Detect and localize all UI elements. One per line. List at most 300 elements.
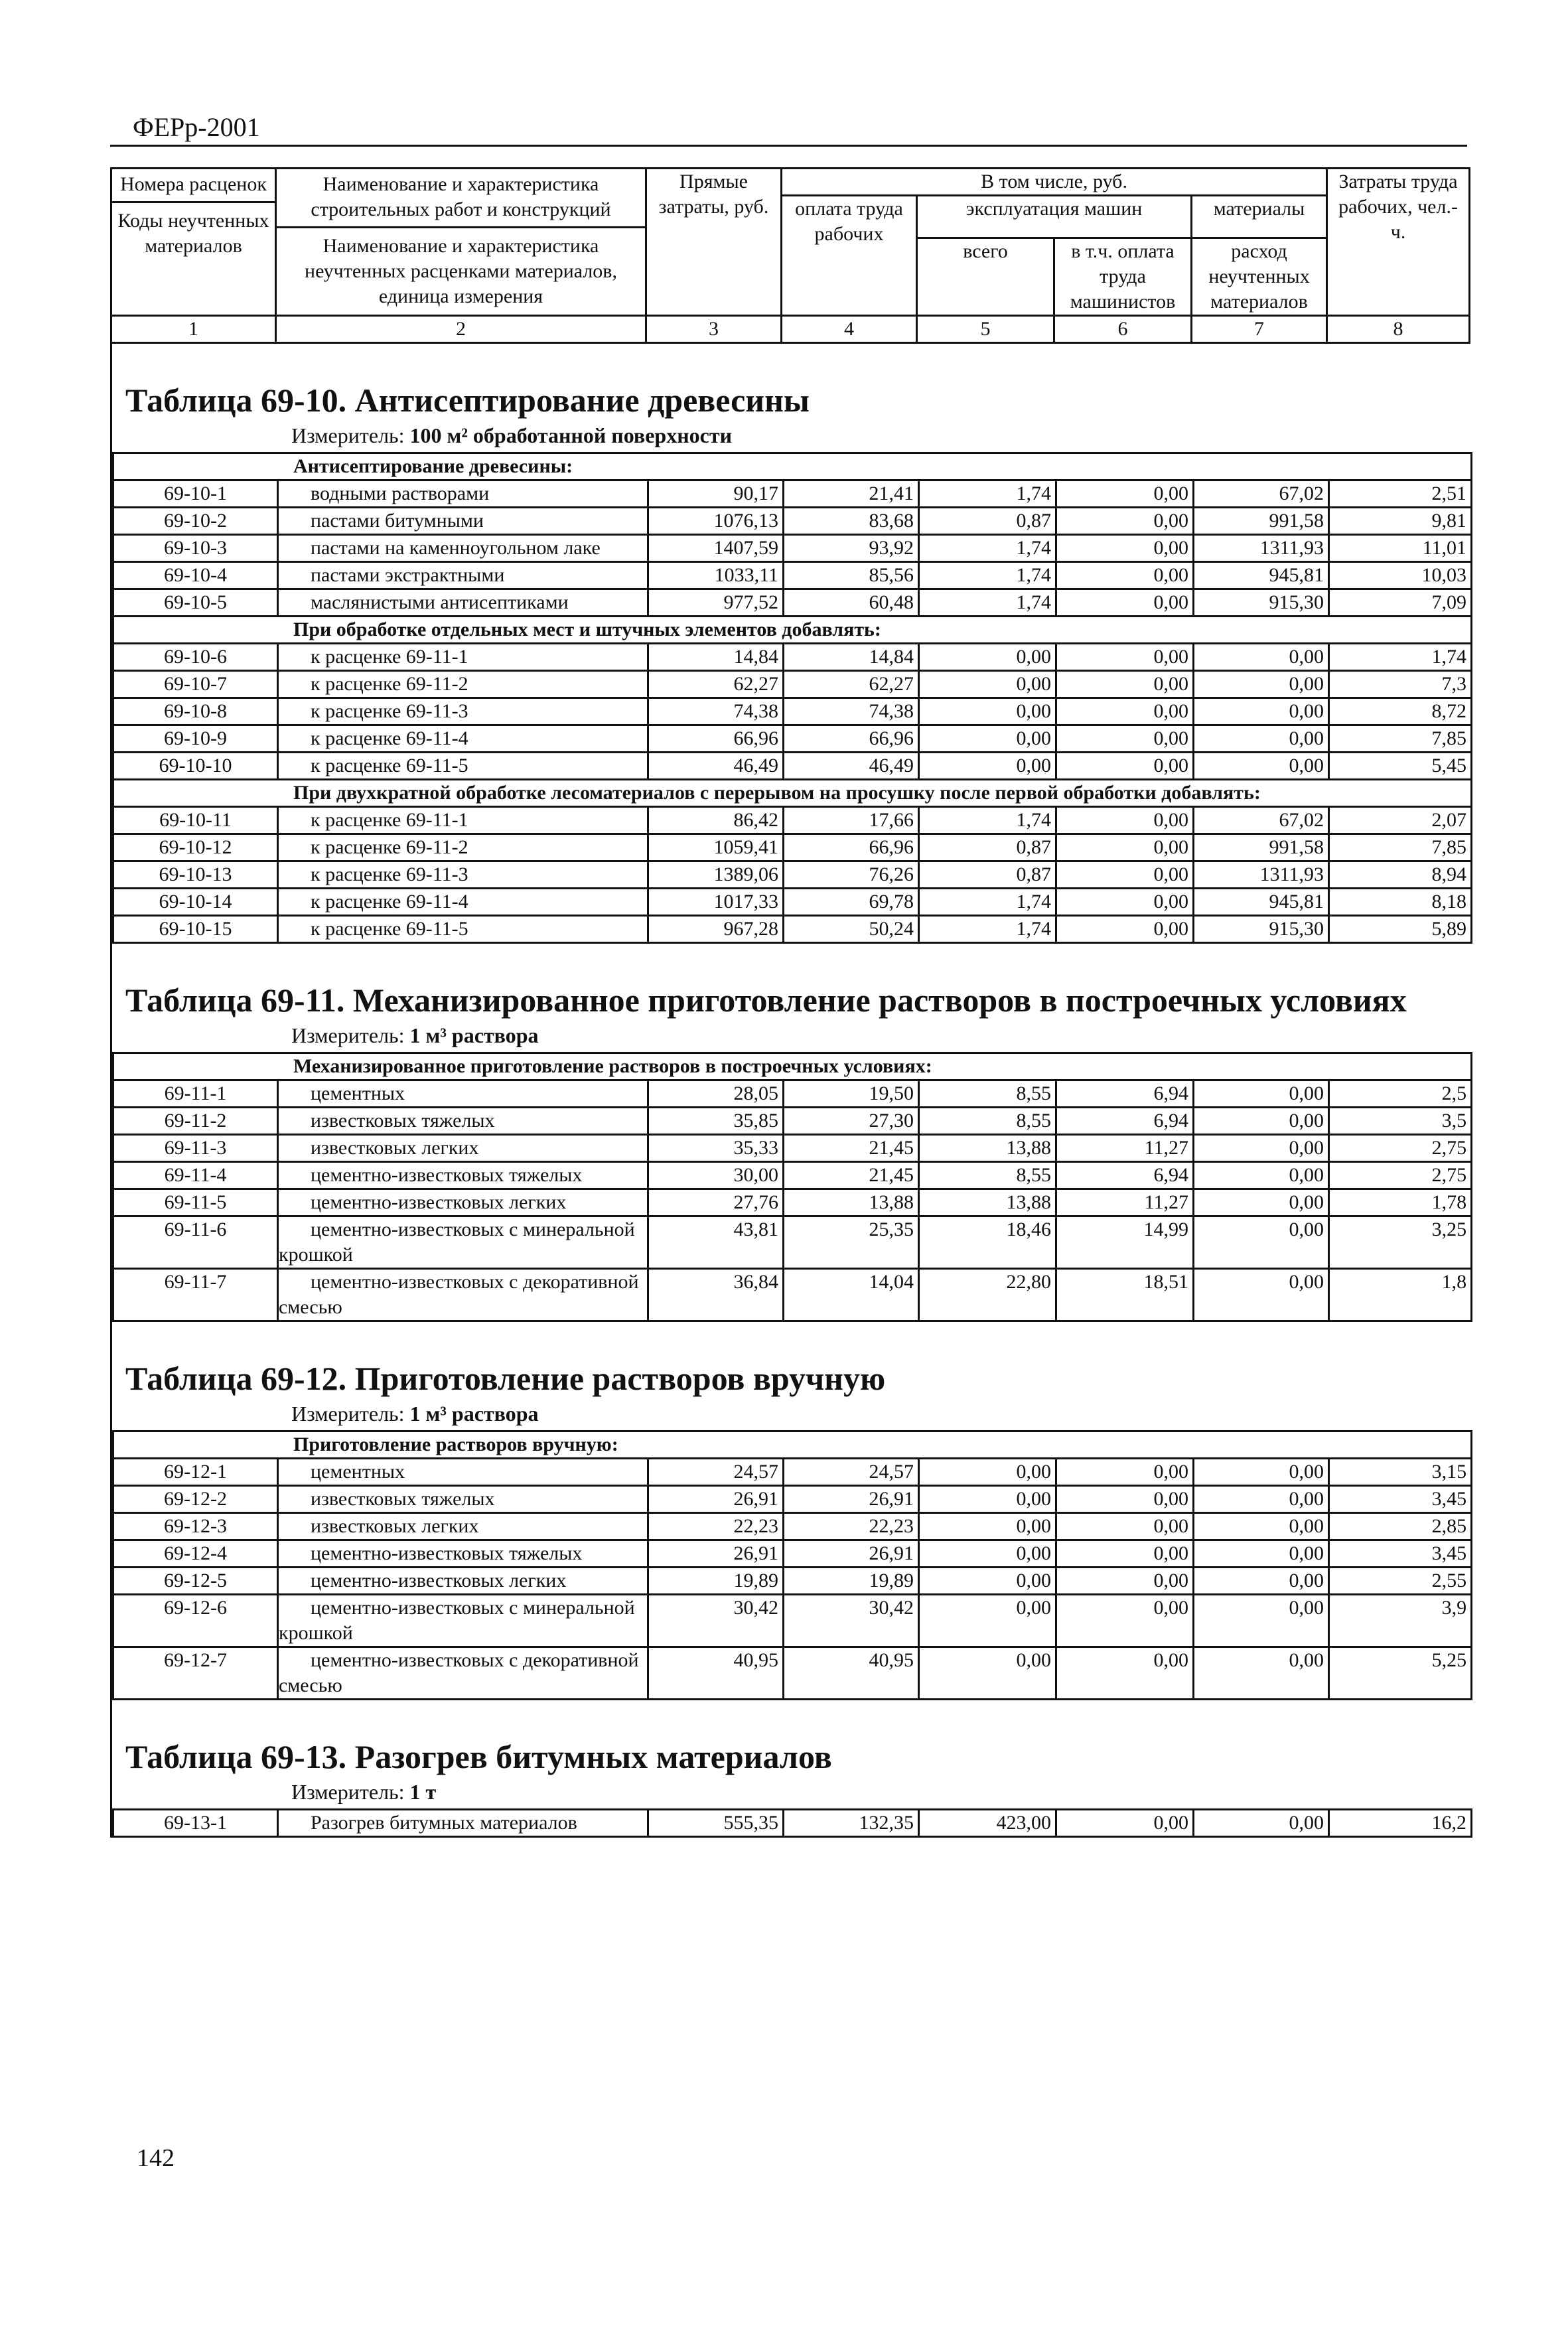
rate-name: известковых легких (278, 1135, 648, 1162)
table-row (113, 562, 1472, 589)
rate-code: 69-10-14 (113, 889, 278, 916)
rate-value: 13,88 (784, 1189, 919, 1216)
table-row (113, 589, 1472, 617)
rate-name: цементно-известковых легких (278, 1189, 648, 1216)
rate-value: 991,58 (1194, 508, 1329, 535)
rate-code: 69-10-11 (113, 807, 278, 834)
rate-name: известковых тяжелых (278, 1486, 648, 1513)
rate-value: 1,74 (919, 562, 1056, 589)
col-worker-pay: оплата труда рабочих (782, 196, 917, 316)
rate-value: 30,42 (648, 1595, 784, 1647)
tables-host (110, 344, 1468, 1838)
rate-code: 69-11-7 (113, 1269, 278, 1321)
rate-name: к расценке 69-11-4 (278, 725, 648, 753)
rate-name: к расценке 69-11-3 (278, 698, 648, 725)
rate-value: 0,00 (1056, 807, 1194, 834)
rate-code: 69-10-4 (113, 562, 278, 589)
rate-value: 17,66 (784, 807, 919, 834)
rate-value: 8,55 (919, 1162, 1056, 1189)
rate-value: 945,81 (1194, 562, 1329, 589)
rate-value: 2,07 (1329, 807, 1472, 834)
rate-name: Разогрев битумных материалов (278, 1810, 648, 1837)
table-row (113, 1135, 1472, 1162)
rate-code: 69-12-3 (113, 1513, 278, 1540)
rate-value: 66,96 (784, 725, 919, 753)
meter-label: Измеритель: (291, 1780, 410, 1804)
rate-value: 0,00 (1056, 861, 1194, 889)
section-heading: При обработке отдельных мест и штучных элементов добавлять: (113, 617, 1472, 644)
rate-name: к расценке 69-11-1 (278, 807, 648, 834)
rate-value: 13,88 (919, 1189, 1056, 1216)
meter-value: 1 м³ раствора (409, 1402, 539, 1426)
rate-grid (112, 1052, 1472, 1322)
rate-code: 69-11-3 (113, 1135, 278, 1162)
rate-value: 9,81 (1329, 508, 1472, 535)
rate-code: 69-10-7 (113, 671, 278, 698)
rate-value: 0,00 (919, 644, 1056, 671)
table-row (113, 508, 1472, 535)
rate-value: 1389,06 (648, 861, 784, 889)
rate-value: 8,94 (1329, 861, 1472, 889)
rate-name: известковых тяжелых (278, 1108, 648, 1135)
rate-value: 0,00 (1056, 480, 1194, 508)
table-row (113, 1162, 1472, 1189)
rate-name: известковых легких (278, 1513, 648, 1540)
rate-value: 3,25 (1329, 1216, 1472, 1269)
column-header-table (110, 167, 1470, 344)
rate-value: 0,00 (1056, 644, 1194, 671)
rate-value: 74,38 (648, 698, 784, 725)
rate-value: 26,91 (784, 1486, 919, 1513)
rate-value: 0,00 (1056, 1647, 1194, 1700)
rate-value: 24,57 (648, 1459, 784, 1486)
rate-value: 21,45 (784, 1162, 919, 1189)
table-meter (112, 1779, 1468, 1808)
section-heading: Антисептирование древесины: (113, 453, 1472, 480)
rate-value: 0,00 (1194, 1595, 1329, 1647)
rate-grid (112, 1808, 1472, 1838)
rate-name: цементных (278, 1459, 648, 1486)
meter-label: Измеритель: (291, 423, 410, 447)
rate-name: к расценке 69-11-4 (278, 889, 648, 916)
rate-code: 69-10-2 (113, 508, 278, 535)
rate-code: 69-10-5 (113, 589, 278, 617)
rate-code: 69-12-5 (113, 1568, 278, 1595)
table-title: Таблица 69-11. Механизированное приготовление растворов в построечных условиях (125, 982, 1407, 1019)
rate-value: 18,46 (919, 1216, 1056, 1269)
rate-value: 0,00 (919, 671, 1056, 698)
rate-value: 11,27 (1056, 1135, 1194, 1162)
rate-code: 69-10-1 (113, 480, 278, 508)
rate-value: 43,81 (648, 1216, 784, 1269)
rate-value: 0,00 (1056, 834, 1194, 861)
rate-value: 26,91 (648, 1540, 784, 1568)
rate-table (110, 1322, 1468, 1700)
column-number-cell: 4 (782, 316, 917, 343)
rate-value: 423,00 (919, 1810, 1056, 1837)
rate-name: цементно-известковых с минеральной крошкой (278, 1595, 648, 1647)
rate-value: 0,00 (1194, 1513, 1329, 1540)
rate-value: 7,3 (1329, 671, 1472, 698)
col-machines: эксплуатация машин (917, 196, 1192, 238)
meter-value: 1 м³ раствора (409, 1023, 539, 1047)
table-row (113, 1486, 1472, 1513)
col-material-name: Наименование и характеристика неучтенных расценками материалов, единица измерения (305, 235, 617, 307)
rate-value: 19,89 (648, 1568, 784, 1595)
rate-value: 0,00 (1056, 889, 1194, 916)
meter-label: Измеритель: (291, 1402, 410, 1426)
table-row (113, 861, 1472, 889)
rate-value: 915,30 (1194, 589, 1329, 617)
rate-code: 69-10-3 (113, 535, 278, 562)
rate-value: 1311,93 (1194, 535, 1329, 562)
rate-value: 93,92 (784, 535, 919, 562)
rate-value: 35,85 (648, 1108, 784, 1135)
rate-value: 1,74 (1329, 644, 1472, 671)
rate-value: 0,00 (1194, 698, 1329, 725)
rate-code: 69-10-10 (113, 753, 278, 780)
rate-value: 2,75 (1329, 1135, 1472, 1162)
rate-value: 0,00 (919, 753, 1056, 780)
rate-value: 76,26 (784, 861, 919, 889)
rate-value: 1076,13 (648, 508, 784, 535)
rate-value: 991,58 (1194, 834, 1329, 861)
rate-value: 8,72 (1329, 698, 1472, 725)
rate-code: 69-10-6 (113, 644, 278, 671)
rate-name: цементно-известковых с минеральной крошкой (278, 1216, 648, 1269)
rate-code: 69-12-7 (113, 1647, 278, 1700)
rate-value: 62,27 (784, 671, 919, 698)
rate-value: 0,00 (1194, 1135, 1329, 1162)
rate-value: 11,27 (1056, 1189, 1194, 1216)
col-materials-usage: расход неучтенных материалов (1192, 238, 1327, 316)
rate-value: 0,00 (919, 1513, 1056, 1540)
table-meter (112, 1022, 1468, 1052)
column-number-cell: 5 (917, 316, 1054, 343)
rate-value: 3,15 (1329, 1459, 1472, 1486)
rate-value: 0,00 (1056, 1540, 1194, 1568)
rate-value: 0,00 (1056, 698, 1194, 725)
table-row (113, 644, 1472, 671)
rate-code: 69-10-12 (113, 834, 278, 861)
rate-value: 22,80 (919, 1269, 1056, 1321)
rate-name: пастами битумными (278, 508, 648, 535)
rate-value: 46,49 (784, 753, 919, 780)
rate-value: 26,91 (648, 1486, 784, 1513)
rate-value: 2,55 (1329, 1568, 1472, 1595)
rate-value: 40,95 (648, 1647, 784, 1700)
rate-value: 0,00 (919, 1459, 1056, 1486)
column-number-cell: 6 (1054, 316, 1192, 343)
column-number-cell: 1 (111, 316, 276, 343)
col-operator-pay: в т.ч. оплата труда машинистов (1054, 238, 1192, 316)
rate-value: 6,94 (1056, 1162, 1194, 1189)
table-title: Таблица 69-12. Приготовление растворов вручную (125, 1360, 886, 1397)
rate-value: 1033,11 (648, 562, 784, 589)
rate-grid (112, 452, 1472, 944)
rate-name: цементно-известковых тяжелых (278, 1162, 648, 1189)
column-number-cell: 8 (1327, 316, 1470, 343)
table-row (113, 916, 1472, 943)
table-row (113, 1647, 1472, 1700)
rate-code: 69-12-2 (113, 1486, 278, 1513)
rate-value: 85,56 (784, 562, 919, 589)
rate-value: 22,23 (648, 1513, 784, 1540)
rate-value: 1,74 (919, 916, 1056, 943)
table-row (113, 1568, 1472, 1595)
rate-code: 69-11-2 (113, 1108, 278, 1135)
rate-name: к расценке 69-11-2 (278, 834, 648, 861)
rate-value: 0,00 (919, 725, 1056, 753)
table-gap (112, 1322, 1468, 1349)
rate-value: 1,74 (919, 480, 1056, 508)
rate-value: 1,74 (919, 807, 1056, 834)
table-row (113, 1513, 1472, 1540)
rate-value: 13,88 (919, 1135, 1056, 1162)
column-number-cell: 7 (1192, 316, 1327, 343)
col-material-codes: Коды неучтенных материалов (117, 210, 269, 257)
rate-value: 50,24 (784, 916, 919, 943)
rate-value: 0,00 (919, 1486, 1056, 1513)
rate-value: 0,00 (1056, 1513, 1194, 1540)
rate-value: 0,00 (1056, 1595, 1194, 1647)
rate-name: цементных (278, 1080, 648, 1108)
rate-name: пастами на каменноугольном лаке (278, 535, 648, 562)
rate-value: 0,00 (1056, 671, 1194, 698)
rate-value: 1,74 (919, 589, 1056, 617)
table-row (113, 698, 1472, 725)
document-code: ФЕРр-2001 (133, 112, 260, 142)
rate-value: 5,89 (1329, 916, 1472, 943)
table-row (113, 535, 1472, 562)
rate-value: 19,89 (784, 1568, 919, 1595)
rate-value: 0,00 (1056, 1810, 1194, 1837)
table-row (113, 725, 1472, 753)
rate-value: 7,85 (1329, 834, 1472, 861)
table-gap (112, 944, 1468, 970)
rate-value: 915,30 (1194, 916, 1329, 943)
rate-value: 27,30 (784, 1108, 919, 1135)
rate-value: 0,00 (1056, 1459, 1194, 1486)
rate-value: 1,74 (919, 889, 1056, 916)
rate-code: 69-13-1 (113, 1810, 278, 1837)
rate-value: 26,91 (784, 1540, 919, 1568)
rate-value: 0,87 (919, 861, 1056, 889)
rates-document (110, 167, 1468, 2348)
col-machines-total: всего (917, 238, 1054, 316)
rate-value: 1,74 (919, 535, 1056, 562)
meter-value: 100 м² обработанной поверхности (409, 423, 732, 447)
rate-value: 6,94 (1056, 1080, 1194, 1108)
rate-value: 2,51 (1329, 480, 1472, 508)
rate-value: 25,35 (784, 1216, 919, 1269)
rate-value: 0,00 (1194, 1486, 1329, 1513)
rate-value: 0,00 (919, 1540, 1056, 1568)
rate-value: 0,87 (919, 834, 1056, 861)
col-including: В том числе, руб. (782, 169, 1327, 196)
rate-name: к расценке 69-11-5 (278, 916, 648, 943)
rate-value: 2,85 (1329, 1513, 1472, 1540)
rate-value: 66,96 (648, 725, 784, 753)
rate-table (110, 1700, 1468, 1838)
rate-value: 0,87 (919, 508, 1056, 535)
rate-value: 0,00 (1056, 508, 1194, 535)
rate-value: 3,45 (1329, 1486, 1472, 1513)
rate-value: 67,02 (1194, 480, 1329, 508)
rate-value: 90,17 (648, 480, 784, 508)
rate-value: 1017,33 (648, 889, 784, 916)
rate-value: 21,41 (784, 480, 919, 508)
rate-value: 0,00 (1194, 1269, 1329, 1321)
table-title: Таблица 69-13. Разогрев битумных материалов (125, 1738, 832, 1775)
rate-name: пастами экстрактными (278, 562, 648, 589)
rate-value: 30,00 (648, 1162, 784, 1189)
rate-value: 967,28 (648, 916, 784, 943)
rate-name: к расценке 69-11-3 (278, 861, 648, 889)
table-row (113, 889, 1472, 916)
rate-code: 69-12-1 (113, 1459, 278, 1486)
rate-value: 22,23 (784, 1513, 919, 1540)
rate-value: 0,00 (919, 1647, 1056, 1700)
section-heading: При двухкратной обработке лесоматериалов с перерывом на просушку после первой обработки добавлять: (113, 780, 1472, 807)
rate-code: 69-12-6 (113, 1595, 278, 1647)
col-direct-costs: Прямые затраты, руб. (646, 169, 782, 316)
rate-value: 21,45 (784, 1135, 919, 1162)
rate-value: 8,55 (919, 1108, 1056, 1135)
table-row (113, 1459, 1472, 1486)
rate-value: 0,00 (1194, 725, 1329, 753)
rate-value: 14,04 (784, 1269, 919, 1321)
rate-value: 0,00 (1194, 1647, 1329, 1700)
rate-value: 35,33 (648, 1135, 784, 1162)
rate-value: 18,51 (1056, 1269, 1194, 1321)
rate-value: 0,00 (1056, 916, 1194, 943)
rate-value: 945,81 (1194, 889, 1329, 916)
rate-value: 0,00 (1056, 725, 1194, 753)
col-labor-costs: Затраты труда рабочих, чел.-ч. (1327, 169, 1470, 316)
rate-value: 19,50 (784, 1080, 919, 1108)
table-gap (112, 344, 1468, 370)
rate-value: 0,00 (919, 698, 1056, 725)
table-row (113, 807, 1472, 834)
rate-value: 16,2 (1329, 1810, 1472, 1837)
rate-value: 86,42 (648, 807, 784, 834)
col-work-name: Наименование и характеристика строительных работ и конструкций (277, 169, 645, 228)
rate-value: 14,99 (1056, 1216, 1194, 1269)
rate-value: 0,00 (1194, 1189, 1329, 1216)
rate-value: 0,00 (1194, 1568, 1329, 1595)
rate-value: 6,94 (1056, 1108, 1194, 1135)
table-row (113, 753, 1472, 780)
rate-value: 30,42 (784, 1595, 919, 1647)
rate-code: 69-11-4 (113, 1162, 278, 1189)
rate-value: 46,49 (648, 753, 784, 780)
rate-value: 24,57 (784, 1459, 919, 1486)
rate-value: 66,96 (784, 834, 919, 861)
rate-value: 0,00 (1194, 1540, 1329, 1568)
rate-value: 7,09 (1329, 589, 1472, 617)
rate-value: 62,27 (648, 671, 784, 698)
section-heading: Приготовление растворов вручную: (113, 1431, 1472, 1459)
rate-value: 8,55 (919, 1080, 1056, 1108)
rate-name: цементно-известковых тяжелых (278, 1540, 648, 1568)
rate-code: 69-10-15 (113, 916, 278, 943)
col-materials: материалы (1192, 196, 1327, 238)
rate-value: 1059,41 (648, 834, 784, 861)
rate-value: 0,00 (1194, 1216, 1329, 1269)
rate-value: 36,84 (648, 1269, 784, 1321)
rate-name: к расценке 69-11-5 (278, 753, 648, 780)
table-row (113, 1189, 1472, 1216)
rate-value: 14,84 (648, 644, 784, 671)
rate-name: к расценке 69-11-1 (278, 644, 648, 671)
rate-code: 69-12-4 (113, 1540, 278, 1568)
rate-table (110, 344, 1468, 944)
rate-value: 0,00 (1056, 589, 1194, 617)
column-number-cell: 2 (276, 316, 646, 343)
rate-code: 69-11-1 (113, 1080, 278, 1108)
rate-value: 0,00 (1194, 1162, 1329, 1189)
rate-value: 3,5 (1329, 1108, 1472, 1135)
column-number-row (111, 316, 1470, 343)
table-row (113, 671, 1472, 698)
rate-value: 2,5 (1329, 1080, 1472, 1108)
rate-value: 5,25 (1329, 1647, 1472, 1700)
table-row (113, 1080, 1472, 1108)
table-row (113, 1108, 1472, 1135)
rate-name: цементно-известковых легких (278, 1568, 648, 1595)
rate-value: 0,00 (1056, 562, 1194, 589)
table-row (113, 1595, 1472, 1647)
rate-value: 83,68 (784, 508, 919, 535)
rate-value: 0,00 (1194, 1459, 1329, 1486)
rate-value: 10,03 (1329, 562, 1472, 589)
rate-code: 69-10-13 (113, 861, 278, 889)
col-rate-number: Номера расценок (112, 169, 275, 203)
rate-value: 0,00 (1194, 1080, 1329, 1108)
table-row (113, 1269, 1472, 1321)
rate-value: 0,00 (1194, 1108, 1329, 1135)
rate-value: 2,75 (1329, 1162, 1472, 1189)
rate-name: цементно-известковых с декоративной смесью (278, 1269, 648, 1321)
table-meter (112, 1400, 1468, 1430)
rate-value: 14,84 (784, 644, 919, 671)
table-row (113, 1216, 1472, 1269)
rate-value: 977,52 (648, 589, 784, 617)
rate-name: маслянистыми антисептиками (278, 589, 648, 617)
rate-value: 0,00 (1194, 644, 1329, 671)
rate-value: 74,38 (784, 698, 919, 725)
rate-value: 555,35 (648, 1810, 784, 1837)
rate-table (110, 944, 1468, 1322)
rate-value: 69,78 (784, 889, 919, 916)
rate-value: 3,45 (1329, 1540, 1472, 1568)
header-rule (110, 145, 1467, 147)
rate-value: 0,00 (1194, 1810, 1329, 1837)
table-row (113, 1810, 1472, 1837)
table-row (113, 834, 1472, 861)
rate-value: 60,48 (784, 589, 919, 617)
rate-value: 1407,59 (648, 535, 784, 562)
table-row (113, 1540, 1472, 1568)
page-number: 142 (137, 2144, 175, 2172)
rate-value: 1,8 (1329, 1269, 1472, 1321)
rate-code: 69-10-8 (113, 698, 278, 725)
column-number-cell: 3 (646, 316, 782, 343)
rate-value: 7,85 (1329, 725, 1472, 753)
meter-label: Измеритель: (291, 1023, 410, 1047)
rate-value: 0,00 (1056, 1568, 1194, 1595)
